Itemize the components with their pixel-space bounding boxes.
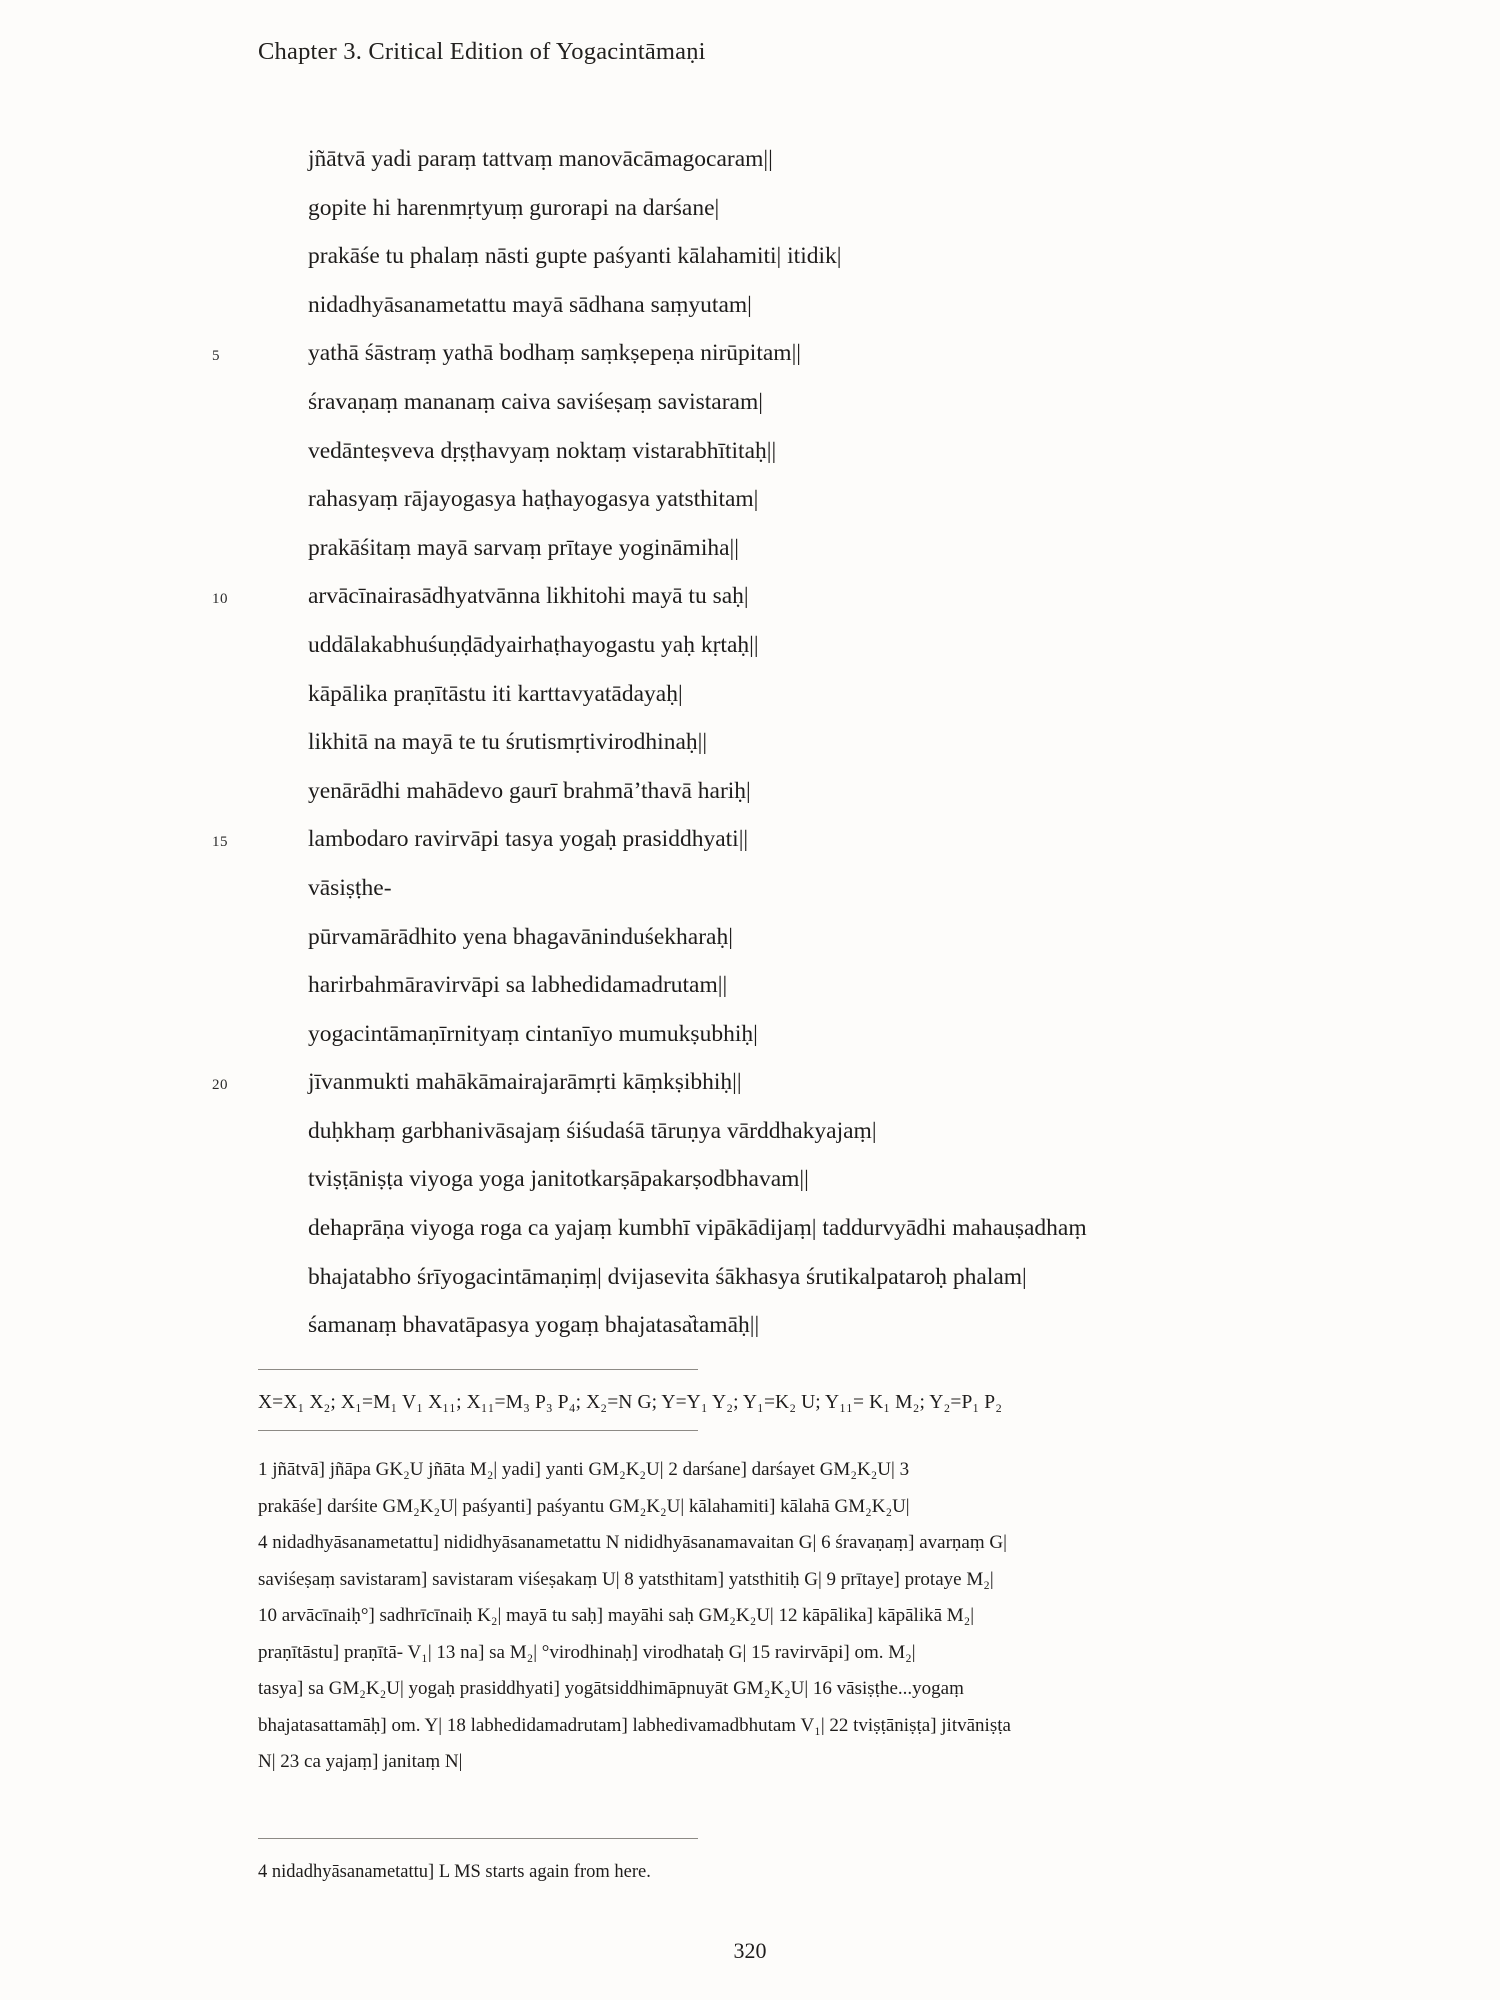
apparatus-entry: 4 nidadhyāsanametattu] nididhyāsanametattu N nididhyāsanamavaitan G| 6 śravaṇaṃ] avarṇaṃ G| [258, 1532, 1007, 1553]
sigla-line: X=X₁ X₂; X₁=M₁ V₁ X₁₁; X₁₁=M₃ P₃ P₄; X₂=N G; Y=Y₁ Y₂; Y₁=K₂ U; Y₁₁= K₁ M₂; Y₂=P₁ P₂ [258, 1392, 1003, 1413]
verse-line-text: jñātvā yadi paraṃ tattvaṃ manovācāmagocaram|| [308, 146, 773, 172]
verse-line [308, 670, 1308, 719]
verse-line [308, 718, 1308, 767]
verse-line-text: nidadhyāsanametattu mayā sādhana saṃyutam| [308, 291, 752, 318]
verse-line-text: arvācīnairasādhyatvānna likhitohi mayā tu saḥ| [308, 583, 749, 610]
verse-line [308, 1204, 1308, 1253]
verse-line [308, 232, 1308, 281]
verse-line-text: vedānteṣveva dṛṣṭhavyaṃ noktaṃ vistarabhītitaḥ|| [308, 437, 777, 464]
verse-line-text: yenārādhi mahādevo gaurī brahmā’thavā hariḥ| [308, 777, 751, 804]
running-head: Chapter 3. Critical Edition of Yogacintāmaṇi [258, 38, 706, 65]
verse-line [212, 815, 1308, 864]
verse-line-text: vāsiṣṭhe- [308, 874, 392, 901]
verse-line [308, 524, 1308, 573]
apparatus-entry: prakāśe] darśite GM₂K₂U| paśyanti] paśyantu GM₂K₂U| kālahamiti] kālahā GM₂K₂U| [258, 1495, 910, 1517]
verse-line-text: gopite hi harenmṛtyuṃ gurorapi na darśane| [308, 194, 720, 221]
apparatus-entry: 10 arvācīnaiḥ°] sadhrīcīnaiḥ K₂| mayā tu saḥ] mayāhi saḥ GM₂K₂U| 12 kāpālika] kāpālikā M₂| [258, 1605, 975, 1626]
verse-line-text: dehaprāṇa viyoga roga ca yajaṃ kumbhī vipākādijaṃ| taddurvyādhi mahauṣadhaṃ [308, 1215, 1087, 1242]
verse-line-number: 5 [212, 348, 220, 365]
footnote: 4 nidadhyāsanametattu] L MS starts again from here. [258, 1862, 651, 1882]
verse-line-text: yogacintāmaṇīrnityaṃ cintanīyo mumukṣubhiḥ| [308, 1020, 758, 1047]
verse-line [308, 1010, 1308, 1059]
apparatus-rule [258, 1430, 698, 1431]
verse-line-text: kāpālika praṇītāstu iti karttavyatādayaḥ| [308, 680, 683, 707]
verse-line [308, 621, 1308, 670]
verse-line-text: tviṣṭāniṣṭa viyoga yoga janitotkarṣāpakarṣodbhavam|| [308, 1166, 809, 1193]
verse-line [212, 329, 1308, 378]
verse-line-number: 10 [212, 591, 228, 608]
apparatus-entry: praṇītāstu] praṇītā- V₁| 13 na] sa M₂| °virodhinaḥ] virodhataḥ G| 15 ravirvāpi] om. M₂| [258, 1641, 916, 1663]
verse-line [308, 1155, 1308, 1204]
apparatus-entry: N| 23 ca yajaṃ] janitaṃ N| [258, 1751, 463, 1772]
verse-line-text: śravaṇaṃ mananaṃ caiva saviśeṣaṃ savistaram| [308, 388, 763, 415]
verse-line-text: rahasyaṃ rājayogasya haṭhayogasya yatsthitam| [308, 486, 759, 513]
verse-line [308, 475, 1308, 524]
verse-line-text: prakāśitaṃ mayā sarvaṃ prītaye yogināmiha|| [308, 534, 739, 561]
verse-line-number: 15 [212, 834, 228, 851]
verse-line [212, 572, 1308, 621]
verse-line [308, 135, 1308, 184]
page-number: 320 [733, 1938, 767, 1963]
verse-line [308, 184, 1308, 233]
verse-line-text: prakāśe tu phalaṃ nāsti gupte paśyanti kālahamiti| itidik| [308, 243, 842, 270]
apparatus-entry: 1 jñātvā] jñāpa GK₂U jñāta M₂| yadi] yanti GM₂K₂U| 2 darśane] darśayet GM₂K₂U| 3 [258, 1459, 910, 1480]
footnote-rule [258, 1838, 698, 1839]
apparatus-entry: bhajatasattamāḥ] om. Y| 18 labhedidamadrutam] labhedivamadbhutam V₁| 22 tviṣṭāniṣṭa] jitvāniṣṭa [258, 1714, 1011, 1736]
verse-line [308, 281, 1308, 330]
verse-line [308, 1107, 1308, 1156]
verse-line-text: yathā śāstraṃ yathā bodhaṃ saṃkṣepeṇa nirūpitam|| [308, 340, 801, 367]
verse-line [308, 1301, 1308, 1350]
verse-line [308, 427, 1308, 476]
verse-line [308, 1253, 1308, 1302]
verse-line-text: śamanaṃ bhavatāpasya yogaṃ bhajatasa᷈tamāḥ|| [308, 1312, 760, 1339]
verse-line [308, 913, 1308, 962]
verse-line-text: pūrvamārādhito yena bhagavāninduśekharaḥ| [308, 923, 733, 950]
verse-line-text: lambodaro ravirvāpi tasya yogaḥ prasiddhyati|| [308, 826, 749, 853]
verse-line-text: uddālakabhuśuṇḍādyairhaṭhayogastu yaḥ kṛtaḥ|| [308, 631, 759, 658]
verse-line [308, 378, 1308, 427]
verse-block [212, 135, 1308, 1350]
apparatus-entry: tasya] sa GM₂K₂U| yogaḥ prasiddhyati] yogātsiddhimāpnuyāt GM₂K₂U| 16 vāsiṣṭhe...yogaṃ [258, 1678, 964, 1699]
critical-apparatus [258, 1452, 1348, 1781]
apparatus-entry: saviśeṣaṃ savistaram] savistaram viśeṣakaṃ U| 8 yatsthitam] yatsthitiḥ G| 9 prītaye] protaye M₂| [258, 1568, 994, 1590]
verse-line-text: harirbahmāravirvāpi sa labhedidamadrutam|| [308, 972, 728, 999]
verse-line [308, 767, 1308, 816]
verse-line-number: 20 [212, 1077, 228, 1094]
verse-line-text: bhajatabho śrīyogacintāmaṇiṃ| dvijasevita śākhasya śrutikalpataroḥ phalam| [308, 1263, 1027, 1290]
verse-line [212, 1058, 1308, 1107]
sigla-rule-top [258, 1369, 698, 1370]
verse-line-text: duḥkhaṃ garbhanivāsajaṃ śiśudaśā tāruṇya vārddhakyajaṃ| [308, 1117, 877, 1144]
verse-line-text: likhitā na mayā te tu śrutismṛtivirodhinaḥ|| [308, 729, 708, 756]
verse-line [308, 864, 1308, 913]
verse-line-text: jīvanmukti mahākāmairajarāmṛti kāṃkṣibhiḥ|| [308, 1069, 742, 1096]
verse-line [308, 961, 1308, 1010]
